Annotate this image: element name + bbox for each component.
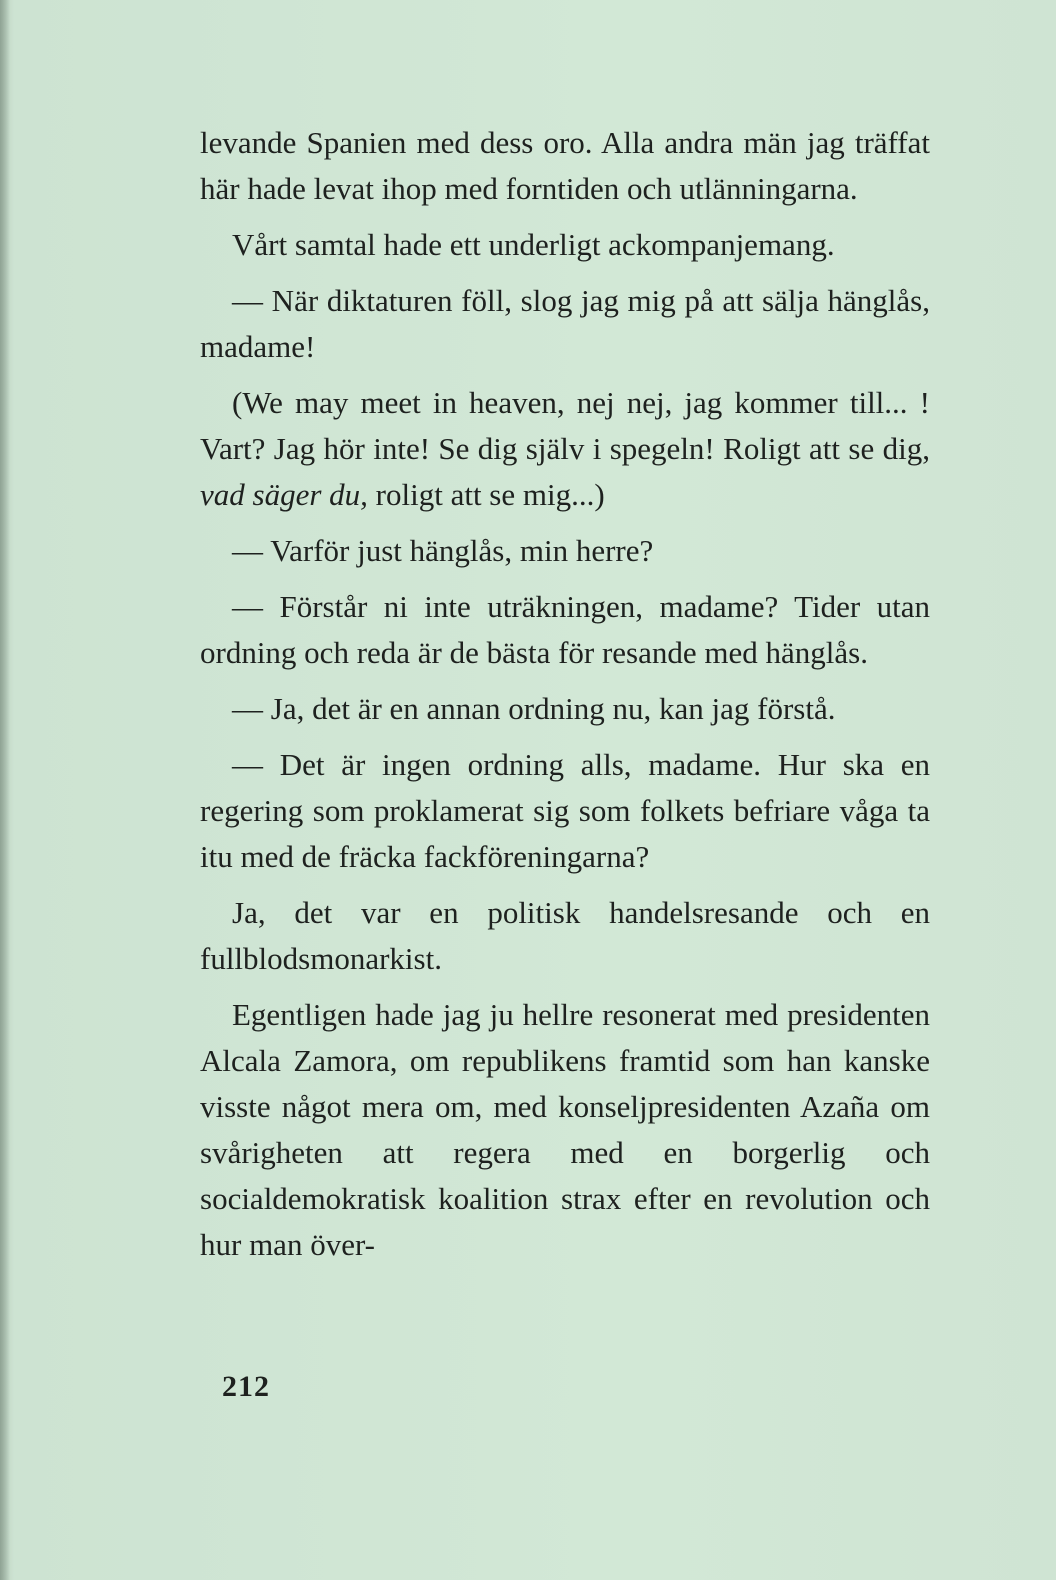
paragraph: levande Spanien med dess oro. Alla andra män jag träffat här hade levat ihop med forntiden och utlänningarna. <box>200 125 930 206</box>
dialog-line: — Ja, det är en annan ordning nu, kan jag förstå. <box>232 691 836 726</box>
aside-text: (We may meet in heaven, nej nej, jag kommer till... ! Vart? Jag hör inte! Se dig själv i spegeln! Roligt att se dig, <box>200 385 930 466</box>
paragraph: Vårt samtal hade ett underligt ackompanjemang. <box>232 227 835 262</box>
dialog-line: — Varför just hänglås, min herre? <box>232 533 654 568</box>
aside-italic-text: vad säger du, <box>200 477 368 512</box>
page-edge-shadow <box>0 0 10 1580</box>
page-number: 212 <box>222 1370 270 1403</box>
paragraph: Egentligen hade jag ju hellre resonerat med presidenten Alcala Zamora, om republikens framtid som han kanske visste något mera om, med konseljpresidenten Azaña om svårigheten att regera med en borgerlig och socialdemokratisk koalition strax efter en revolution och hur man över- <box>200 997 930 1262</box>
aside-paragraph <box>200 380 930 518</box>
dialog-line: — Förstår ni inte uträkningen, madame? Tider utan ordning och reda är de bästa för resande med hänglås. <box>200 589 930 670</box>
dialog-line: — När diktaturen föll, slog jag mig på att sälja hänglås, madame! <box>200 283 930 364</box>
paragraph: Ja, det var en politisk handelsresande och en fullblodsmonarkist. <box>200 895 930 976</box>
dialog-line: — Det är ingen ordning alls, madame. Hur ska en regering som proklamerat sig som folkets befriare våga ta itu med de fräcka fackföreningarna? <box>200 747 930 874</box>
body-text <box>200 120 930 1278</box>
aside-text-end: roligt att se mig...) <box>367 477 605 512</box>
